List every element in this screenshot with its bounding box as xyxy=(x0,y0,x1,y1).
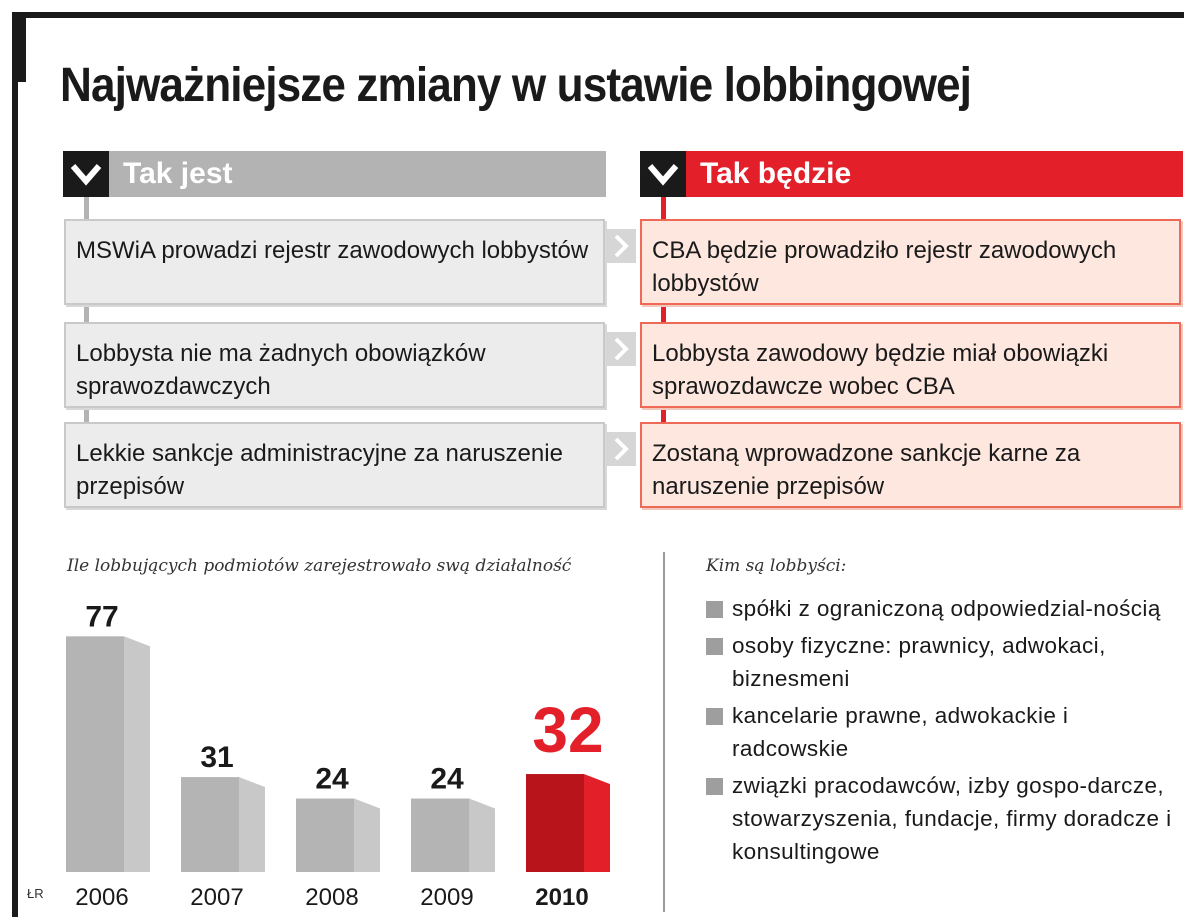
chevron-right-icon xyxy=(606,229,636,263)
bar-2007 xyxy=(181,777,239,872)
future-item: Zostaną wprowadzone sankcje karne za naruszenie przepisów xyxy=(640,422,1181,508)
frame-corner xyxy=(12,12,26,82)
x-tick-2006: 2006 xyxy=(75,884,129,911)
bullet-square-icon xyxy=(706,601,723,618)
frame-top-rule xyxy=(12,12,1184,18)
bar-2009 xyxy=(411,799,469,872)
bullet-square-icon xyxy=(706,708,723,725)
lobbyist-types-list xyxy=(706,592,1186,872)
page-title: Najważniejsze zmiany w ustawie lobbingowej xyxy=(60,59,972,112)
bar-side-2007 xyxy=(239,777,265,872)
bar-top-2008 xyxy=(296,799,380,809)
list-item-text: związki pracodawców, izby gospo-darcze, stowarzyszenia, fundacje, firmy doradcze i konsultingowe xyxy=(732,773,1172,864)
bar-2010 xyxy=(526,774,584,872)
bar-top-2007 xyxy=(181,777,265,787)
future-item: CBA będzie prowadziło rejestr zawodowych lobbystów xyxy=(640,219,1181,305)
connector-stem xyxy=(84,408,89,422)
chevron-right-icon xyxy=(606,432,636,466)
now-item: MSWiA prowadzi rejestr zawodowych lobbystów xyxy=(64,219,605,305)
x-tick-2009: 2009 xyxy=(420,884,474,911)
list-item-text: kancelarie prawne, adwokackie i radcowskie xyxy=(732,703,1069,761)
section-divider xyxy=(663,552,665,912)
bar-side-2010 xyxy=(584,774,610,872)
list-item xyxy=(706,629,1186,695)
bar-2006 xyxy=(66,636,124,872)
header-tak-jest-label: Tak jest xyxy=(109,151,606,197)
header-tak-jest xyxy=(63,151,606,197)
data-label-2007: 31 xyxy=(200,741,234,775)
bullet-square-icon xyxy=(706,638,723,655)
bar-side-2006 xyxy=(124,636,150,872)
who-caption: Kim są lobbyści: xyxy=(706,556,847,576)
chevron-down-icon xyxy=(63,151,109,197)
connector-stem xyxy=(84,197,89,219)
bar-top-2010 xyxy=(526,774,610,784)
list-item xyxy=(706,769,1186,868)
data-label-2006: 77 xyxy=(85,600,119,634)
bar-side-2008 xyxy=(354,799,380,872)
connector-stem xyxy=(661,408,666,422)
bar-top-2006 xyxy=(66,636,150,646)
connector-stem xyxy=(661,306,666,322)
chart-caption: Ile lobbujących podmiotów zarejestrowało swą działalność xyxy=(67,556,572,576)
chevron-right-icon xyxy=(606,332,636,366)
list-item xyxy=(706,592,1186,625)
data-label-2009: 24 xyxy=(430,762,464,796)
x-tick-2010: 2010 xyxy=(535,884,589,911)
source-credit: ŁR xyxy=(27,886,44,901)
bar-top-2009 xyxy=(411,799,495,809)
data-label-2010: 32 xyxy=(532,694,604,767)
x-tick-2007: 2007 xyxy=(190,884,244,911)
connector-stem xyxy=(661,197,666,219)
header-tak-bedzie-label: Tak będzie xyxy=(686,151,1183,197)
connector-stem xyxy=(84,306,89,322)
list-item-text: osoby fizyczne: prawnicy, adwokaci, biznesmeni xyxy=(732,633,1106,691)
bar-side-2009 xyxy=(469,799,495,872)
x-tick-2008: 2008 xyxy=(305,884,359,911)
list-item xyxy=(706,699,1186,765)
now-item: Lobbysta nie ma żadnych obowiązków sprawozdawczych xyxy=(64,322,605,408)
chevron-down-icon xyxy=(640,151,686,197)
future-item: Lobbysta zawodowy będzie miał obowiązki sprawozdawcze wobec CBA xyxy=(640,322,1181,408)
list-item-text: spółki z ograniczoną odpowiedzial-nością xyxy=(732,596,1161,621)
bullet-square-icon xyxy=(706,778,723,795)
bar-2008 xyxy=(296,799,354,872)
now-item: Lekkie sankcje administracyjne za naruszenie przepisów xyxy=(64,422,605,508)
header-tak-bedzie xyxy=(640,151,1183,197)
frame-left-rule xyxy=(12,12,18,917)
data-label-2008: 24 xyxy=(315,762,349,796)
